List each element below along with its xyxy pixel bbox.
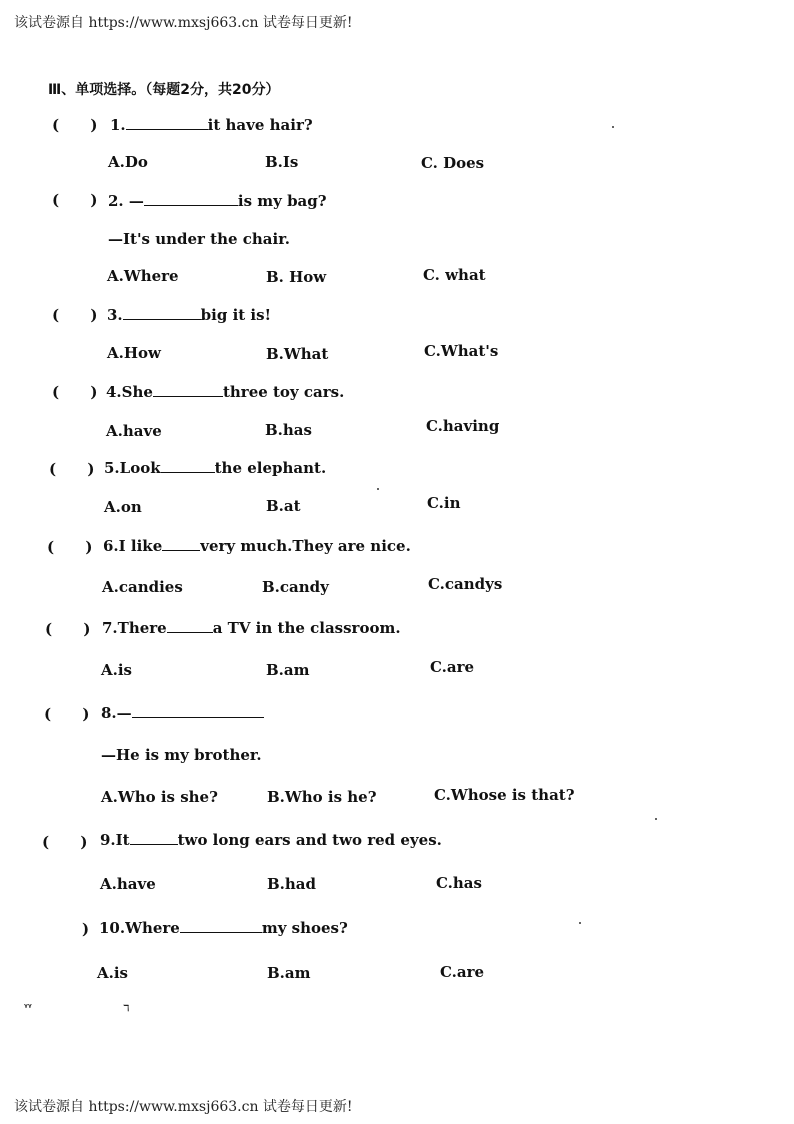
option-b: B. How <box>266 268 327 286</box>
answer-paren-10[interactable]: ) <box>82 920 90 938</box>
option-b: B.candy <box>262 578 329 596</box>
option-a: A.is <box>101 661 133 679</box>
option-b: B.Is <box>265 153 299 171</box>
answer-paren-7[interactable]: ( ) <box>45 620 91 638</box>
option-c: C.What's <box>424 342 499 360</box>
question-number: 10.Where <box>99 919 180 937</box>
question-text: big it is! <box>200 306 272 324</box>
scan-mark: ᵞᵞ <box>24 1003 32 1013</box>
option-a: A.candies <box>102 578 183 596</box>
answer-paren-9[interactable]: ( ) <box>42 833 88 851</box>
answer-blank <box>180 920 262 933</box>
section-title: Ⅲ、单项选择。（每题2分，共20分） <box>48 82 280 98</box>
answer-blank <box>162 538 200 551</box>
question-8 <box>101 704 264 722</box>
answer-paren-1[interactable]: ( ) <box>52 116 98 134</box>
question-number: 8.— <box>101 704 132 722</box>
scan-speck <box>579 922 581 924</box>
answer-blank <box>132 705 264 718</box>
option-b: B.am <box>266 661 310 679</box>
option-a: A.Do <box>108 153 148 171</box>
option-c: C.candys <box>428 575 503 593</box>
question-number: 5.Look <box>104 459 161 477</box>
question-text: a TV in the classroom. <box>212 619 401 637</box>
option-c: C.having <box>426 417 500 435</box>
question-6 <box>103 537 411 555</box>
scan-speck <box>612 126 614 128</box>
scan-speck <box>655 818 657 820</box>
option-c: C.has <box>436 874 482 892</box>
question-number: 4.She <box>106 383 153 401</box>
option-a: A.is <box>97 964 129 982</box>
option-b: B.am <box>267 964 311 982</box>
source-header: 该试卷源自 https://www.mxsj663.cn 试卷每日更新! <box>14 15 353 31</box>
option-c: C. Does <box>421 154 485 172</box>
question-number: 3. <box>107 306 123 324</box>
question-number: 2. — <box>108 192 144 210</box>
question-5 <box>104 459 326 477</box>
option-c: C.are <box>430 658 475 676</box>
option-b: B.What <box>266 345 329 363</box>
option-b: B.Who is he? <box>267 788 377 806</box>
question-10 <box>99 919 348 937</box>
option-b: B.at <box>266 497 301 515</box>
question-text: very much.They are nice. <box>200 537 411 555</box>
option-a: A.have <box>106 422 162 440</box>
dialogue-reply-2: —It's under the chair. <box>108 230 290 248</box>
question-text: two long ears and two red eyes. <box>177 831 442 849</box>
source-footer: 该试卷源自 https://www.mxsj663.cn 试卷每日更新! <box>14 1099 353 1115</box>
answer-paren-4[interactable]: ( ) <box>52 383 98 401</box>
option-c: C.are <box>440 963 485 981</box>
option-a: A.on <box>104 498 142 516</box>
question-number: 1. <box>110 116 126 134</box>
question-4 <box>106 383 344 401</box>
question-1 <box>110 116 313 134</box>
option-a: A.Who is she? <box>101 788 218 806</box>
option-c: C.Whose is that? <box>434 786 575 804</box>
question-2 <box>108 192 327 210</box>
answer-blank <box>130 832 178 845</box>
scan-speck <box>377 488 379 490</box>
option-a: A.have <box>100 875 156 893</box>
answer-blank <box>126 117 208 130</box>
question-text: the elephant. <box>214 459 327 477</box>
option-b: B.has <box>265 421 312 439</box>
answer-paren-6[interactable]: ( ) <box>47 538 93 556</box>
option-a: A.How <box>107 344 161 362</box>
option-c: C. what <box>423 266 486 284</box>
question-text: three toy cars. <box>222 383 345 401</box>
question-number: 9.It <box>100 831 130 849</box>
question-3 <box>107 306 271 324</box>
answer-paren-2[interactable]: ( ) <box>52 191 98 209</box>
answer-paren-3[interactable]: ( ) <box>52 306 98 324</box>
dialogue-reply-8: —He is my brother. <box>101 746 262 764</box>
question-number: 7.There <box>102 619 167 637</box>
question-7 <box>102 619 401 637</box>
answer-blank <box>123 307 201 320</box>
answer-paren-5[interactable]: ( ) <box>49 460 95 478</box>
answer-blank <box>153 384 223 397</box>
answer-blank <box>167 620 213 633</box>
answer-paren-8[interactable]: ( ) <box>44 705 90 723</box>
question-text: it have hair? <box>207 116 313 134</box>
question-9 <box>100 831 442 849</box>
question-number: 6.I like <box>103 537 163 555</box>
option-c: C.in <box>427 494 461 512</box>
option-a: A.Where <box>107 267 179 285</box>
answer-blank <box>144 193 238 206</box>
question-text: my shoes? <box>261 919 348 937</box>
option-b: B.had <box>267 875 317 893</box>
scan-mark: ℸ <box>123 1004 130 1014</box>
answer-blank <box>161 460 215 473</box>
question-text: is my bag? <box>237 192 327 210</box>
